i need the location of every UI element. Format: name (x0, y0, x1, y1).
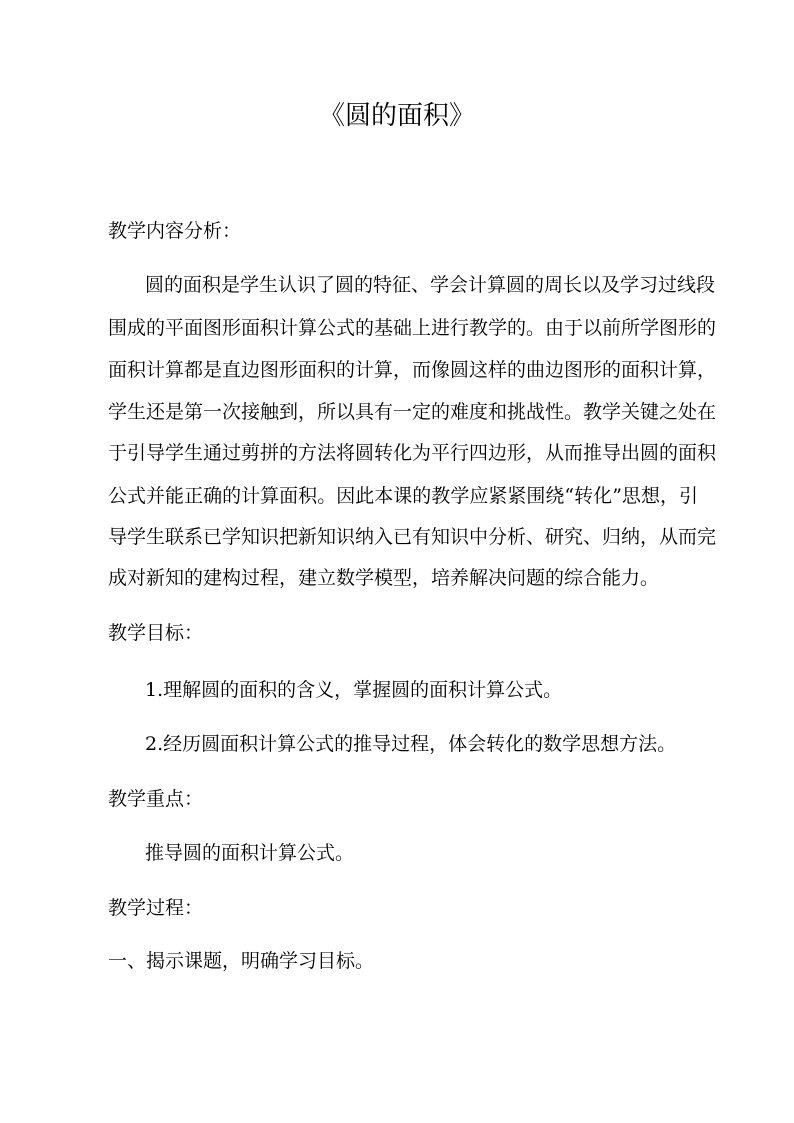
process-heading: 教学过程： (108, 897, 204, 919)
process-step-1: 一、揭示课题，明确学习目标。 (108, 950, 375, 972)
content-analysis-heading: 教学内容分析： (108, 220, 242, 242)
content-analysis-line: 于引导学生通过剪拼的方法将圆转化为平行四边形，从而推导出圆的面积 (108, 442, 717, 464)
content-analysis-line: 学生还是第一次接触到，所以具有一定的难度和挑战性。教学关键之处在 (108, 401, 717, 423)
objective-item: 1.理解圆的面积的含义，掌握圆的面积计算公式。 (145, 679, 563, 701)
content-analysis-line: 成对新知的建构过程，建立数学模型，培养解决问题的综合能力。 (108, 567, 660, 589)
content-analysis-line: 圆的面积是学生认识了圆的特征、学会计算圆的周长以及学习过线段 (145, 274, 716, 296)
content-analysis-line: 围成的平面图形面积计算公式的基础上进行教学的。由于以前所学图形的 (108, 317, 717, 339)
objective-item: 2.经历圆面积计算公式的推导过程，体会转化的数学思想方法。 (145, 733, 677, 755)
key-point-heading: 教学重点： (108, 788, 204, 810)
document-title: 《圆的面积》 (318, 101, 475, 131)
content-analysis-line: 公式并能正确的计算面积。因此本课的教学应紧紧围绕“转化”思想，引 (108, 485, 698, 507)
objectives-heading: 教学目标： (108, 622, 204, 644)
key-point-text: 推导圆的面积计算公式。 (145, 842, 355, 864)
content-analysis-line: 面积计算都是直边图形面积的计算，而像圆这样的曲边图形的面积计算， (108, 359, 717, 381)
content-analysis-line: 导学生联系已学知识把新知识纳入已有知识中分析、研究、归纳，从而完 (108, 526, 717, 548)
